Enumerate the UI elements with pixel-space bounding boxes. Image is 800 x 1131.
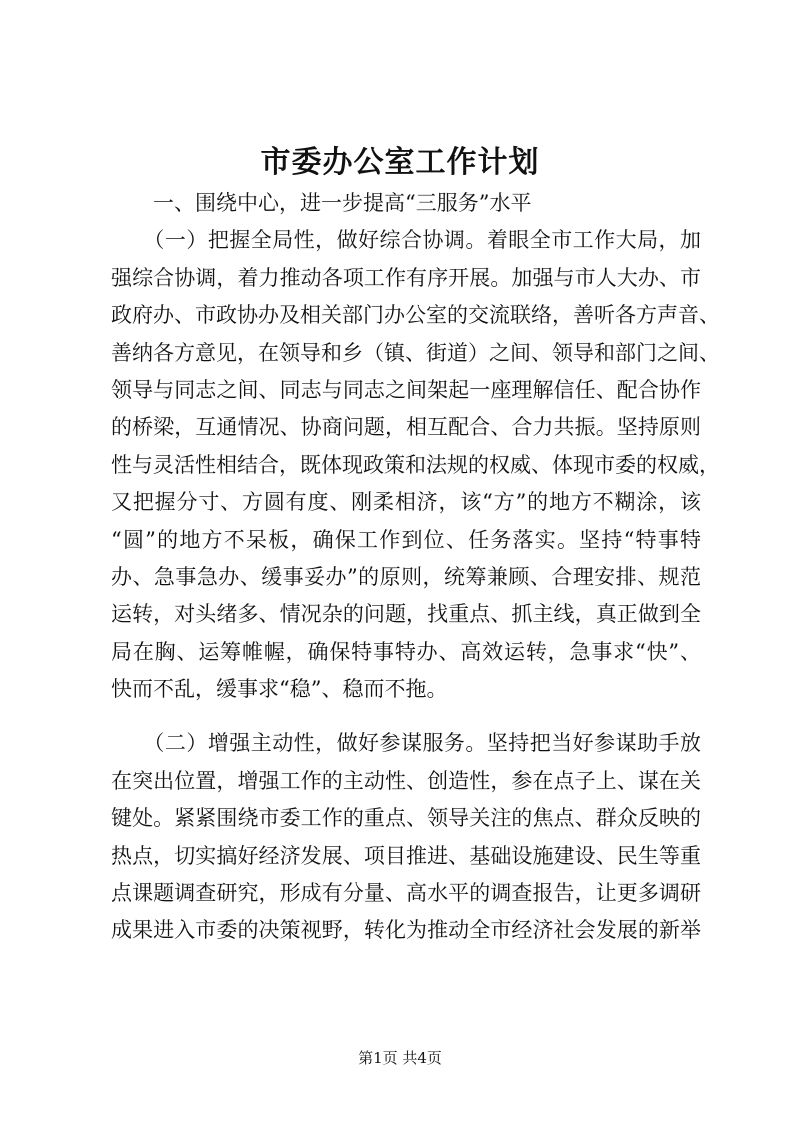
paragraph-line: 善纳各方意见，在领导和乡（镇、街道）之间、领导和部门之间、 — [111, 340, 720, 365]
paragraph-line: 热点，切实搞好经济发展、项目推进、基础设施建设、民生等重 — [111, 843, 701, 868]
paragraph-line: 政府办、市政协办及相关部门办公室的交流联络，善听各方声音、 — [111, 303, 720, 328]
paragraph-line: 性与灵活性相结合，既体现政策和法规的权威、体现市委的权威， — [111, 452, 720, 477]
page-number-footer: 第1页 共4页 — [358, 1049, 442, 1067]
document-title: 市委办公室工作计划 — [260, 145, 540, 180]
paragraph-line: 成果进入市委的决策视野，转化为推动全市经济社会发展的新举 — [111, 918, 701, 943]
paragraph-gap — [111, 708, 701, 725]
paragraph-line: 又把握分寸、方圆有度、刚柔相济，该“方”的地方不糊涂，该 — [111, 490, 701, 515]
paragraph-line: “圆”的地方不呆板，确保工作到位、任务落实。坚持“特事特 — [111, 527, 701, 552]
paragraph-line: 键处。紧紧围绕市委工作的重点、领导关注的焦点、群众反映的 — [111, 806, 701, 831]
paragraph-line: 点课题调查研究，形成有分量、高水平的调查报告，让更多调研 — [111, 881, 701, 906]
section-heading: 一、围绕中心，进一步提高“三服务”水平 — [111, 191, 532, 215]
paragraph-line: 运转，对头绪多、情况杂的问题，找重点、抓主线，真正做到全 — [111, 602, 701, 627]
paragraph-line: 强综合协调，着力推动各项工作有序开展。加强与市人大办、市 — [111, 265, 701, 290]
paragraph-line: 快而不乱，缓事求“稳”、稳而不拖。 — [111, 677, 448, 702]
paragraph-line: 办、急事急办、缓事妥办”的原则，统筹兼顾、合理安排、规范 — [111, 564, 701, 589]
paragraph-line: 的桥梁，互通情况、协商问题，相互配合、合力共振。坚持原则 — [111, 415, 701, 440]
paragraph-line: 在突出位置，增强工作的主动性、创造性，参在点子上、谋在关 — [111, 768, 701, 793]
paragraph-line: （二）增强主动性，做好参谋服务。坚持把当好参谋助手放 — [111, 731, 701, 756]
paragraph-line: 领导与同志之间、同志与同志之间架起一座理解信任、配合协作 — [111, 377, 701, 402]
paragraph-line: 局在胸、运筹帷幄，确保特事特办、高效运转，急事求“快”、 — [111, 639, 701, 664]
paragraph-line: （一）把握全局性，做好综合协调。着眼全市工作大局，加 — [111, 228, 701, 253]
document-body — [111, 185, 720, 950]
